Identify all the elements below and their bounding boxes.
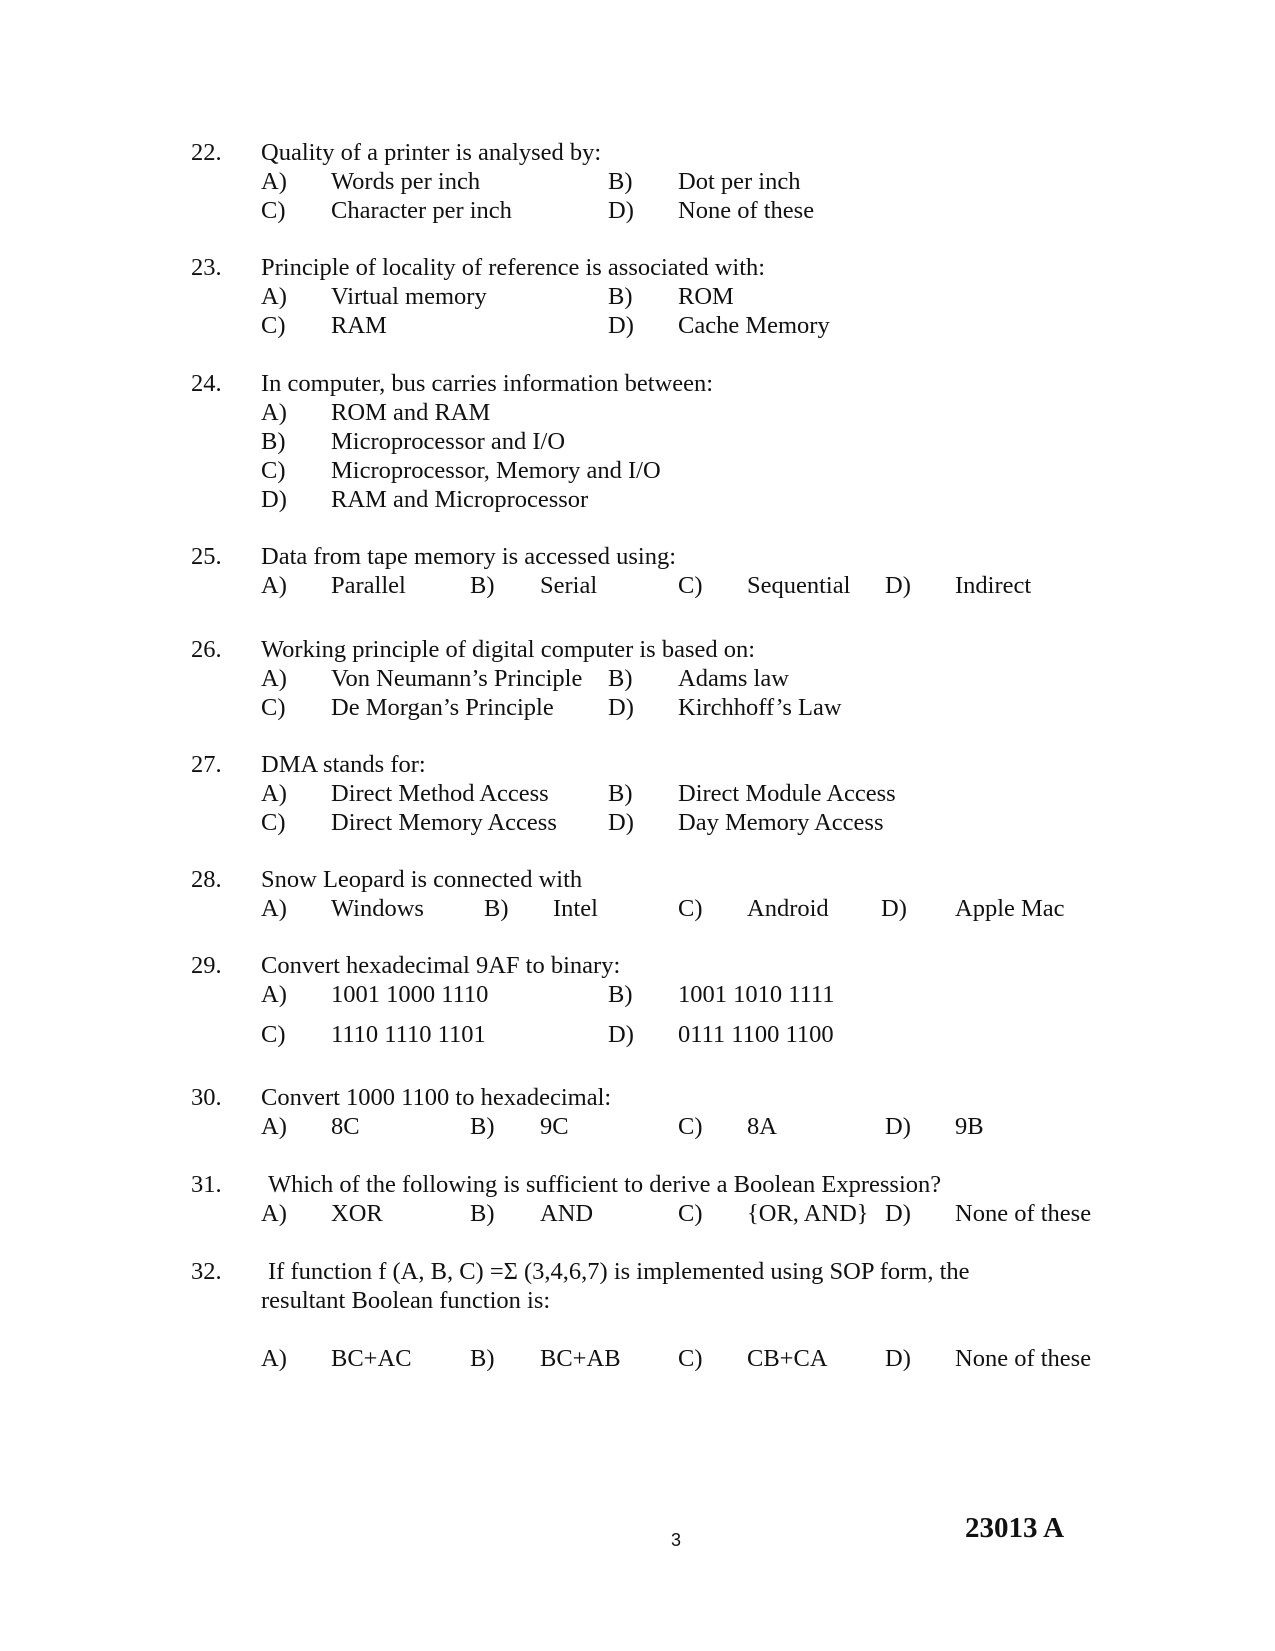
question-text: Principle of locality of reference is associated with: (261, 254, 766, 281)
option-label: B) (470, 1113, 495, 1140)
option-label: A) (261, 981, 287, 1008)
question-number: 23. (191, 254, 222, 281)
question-number: 32. (191, 1258, 222, 1285)
option-label: A) (261, 1345, 287, 1372)
option-text: None of these (678, 197, 815, 224)
option-label: B) (484, 895, 509, 922)
question-text: If function f (A, B, C) =Σ (3,4,6,7) is implemented using SOP form, the (268, 1258, 970, 1285)
option-label: A) (261, 168, 287, 195)
option-label: A) (261, 283, 287, 310)
option-text: XOR (331, 1200, 383, 1227)
option-label: D) (885, 1113, 911, 1140)
option-label: A) (261, 780, 287, 807)
option-text: Apple Mac (955, 895, 1065, 922)
question-number: 24. (191, 370, 222, 397)
option-text: None of these (955, 1200, 1092, 1227)
question-text: Quality of a printer is analysed by: (261, 139, 602, 166)
paper-code: 23013 A (965, 1512, 1065, 1544)
option-text: ROM (678, 283, 734, 310)
option-text: 1110 1110 1101 (331, 1021, 486, 1048)
option-label: C) (678, 1113, 703, 1140)
option-label: B) (608, 665, 633, 692)
option-label: C) (678, 1345, 703, 1372)
option-label: C) (261, 694, 286, 721)
question-text: In computer, bus carries information between: (261, 370, 714, 397)
option-text: Direct Memory Access (331, 809, 557, 836)
option-text: Direct Module Access (678, 780, 896, 807)
option-label: B) (608, 168, 633, 195)
option-text: Character per inch (331, 197, 512, 224)
option-text: Microprocessor and I/O (331, 428, 566, 455)
option-label: D) (885, 1200, 911, 1227)
option-label: B) (261, 428, 286, 455)
option-label: C) (261, 457, 286, 484)
option-text: Cache Memory (678, 312, 830, 339)
option-text: Kirchhoff’s Law (678, 694, 842, 721)
option-label: D) (885, 1345, 911, 1372)
option-text: Indirect (955, 572, 1032, 599)
option-label: C) (261, 809, 286, 836)
question-number: 25. (191, 543, 222, 570)
option-label: D) (608, 694, 634, 721)
option-text: Direct Method Access (331, 780, 549, 807)
question-text: DMA stands for: (261, 751, 426, 778)
question-number: 22. (191, 139, 222, 166)
option-text: Virtual memory (331, 283, 487, 310)
option-label: A) (261, 665, 287, 692)
option-text: Serial (540, 572, 598, 599)
option-text: 8C (331, 1113, 360, 1140)
option-label: D) (608, 1021, 634, 1048)
option-label: B) (608, 780, 633, 807)
option-label: A) (261, 572, 287, 599)
question-text: Convert 1000 1100 to hexadecimal: (261, 1084, 612, 1111)
option-label: A) (261, 399, 287, 426)
option-label: A) (261, 1113, 287, 1140)
question-text: Which of the following is sufficient to derive a Boolean Expression? (268, 1171, 942, 1198)
option-text: BC+AB (540, 1345, 621, 1372)
option-text: Sequential (747, 572, 851, 599)
option-text: Parallel (331, 572, 406, 599)
option-label: D) (608, 312, 634, 339)
option-text: 9B (955, 1113, 984, 1140)
option-label: C) (261, 197, 286, 224)
question-number: 31. (191, 1171, 222, 1198)
option-text: RAM (331, 312, 387, 339)
option-label: D) (608, 809, 634, 836)
page-number: 3 (671, 1530, 682, 1550)
question-number: 28. (191, 866, 222, 893)
option-text: CB+CA (747, 1345, 828, 1372)
question-text: Working principle of digital computer is based on: (261, 636, 756, 663)
option-text: De Morgan’s Principle (331, 694, 554, 721)
option-text: RAM and Microprocessor (331, 486, 589, 513)
option-text: None of these (955, 1345, 1092, 1372)
option-text: BC+AC (331, 1345, 412, 1372)
option-label: A) (261, 895, 287, 922)
option-label: C) (678, 1200, 703, 1227)
option-label: B) (470, 1345, 495, 1372)
option-text: Dot per inch (678, 168, 801, 195)
option-text: Day Memory Access (678, 809, 884, 836)
option-label: C) (261, 312, 286, 339)
option-text: ROM and RAM (331, 399, 491, 426)
option-label: D) (608, 197, 634, 224)
option-text: Android (747, 895, 829, 922)
option-text: AND (540, 1200, 594, 1227)
option-label: C) (261, 1021, 286, 1048)
option-label: C) (678, 895, 703, 922)
option-label: D) (261, 486, 287, 513)
option-text: 9C (540, 1113, 569, 1140)
option-label: B) (470, 1200, 495, 1227)
question-number: 26. (191, 636, 222, 663)
option-text: Words per inch (331, 168, 481, 195)
option-text: Windows (331, 895, 424, 922)
question-text: Snow Leopard is connected with (261, 866, 583, 893)
question-number: 29. (191, 952, 222, 979)
question-text: Data from tape memory is accessed using: (261, 543, 677, 570)
option-text: Microprocessor, Memory and I/O (331, 457, 661, 484)
question-text-continued: resultant Boolean function is: (261, 1287, 551, 1314)
option-text: Von Neumann’s Principle (331, 665, 583, 692)
option-text: 0111 1100 1100 (678, 1021, 834, 1048)
option-label: C) (678, 572, 703, 599)
option-label: A) (261, 1200, 287, 1227)
option-label: B) (470, 572, 495, 599)
option-text: {OR, AND} (747, 1200, 869, 1227)
question-number: 27. (191, 751, 222, 778)
option-label: D) (881, 895, 907, 922)
question-number: 30. (191, 1084, 222, 1111)
option-text: Intel (553, 895, 598, 922)
question-text: Convert hexadecimal 9AF to binary: (261, 952, 621, 979)
option-label: B) (608, 981, 633, 1008)
option-text: 8A (747, 1113, 777, 1140)
option-label: B) (608, 283, 633, 310)
option-text: Adams law (678, 665, 789, 692)
option-text: 1001 1010 1111 (678, 981, 835, 1008)
option-label: D) (885, 572, 911, 599)
option-text: 1001 1000 1110 (331, 981, 489, 1008)
